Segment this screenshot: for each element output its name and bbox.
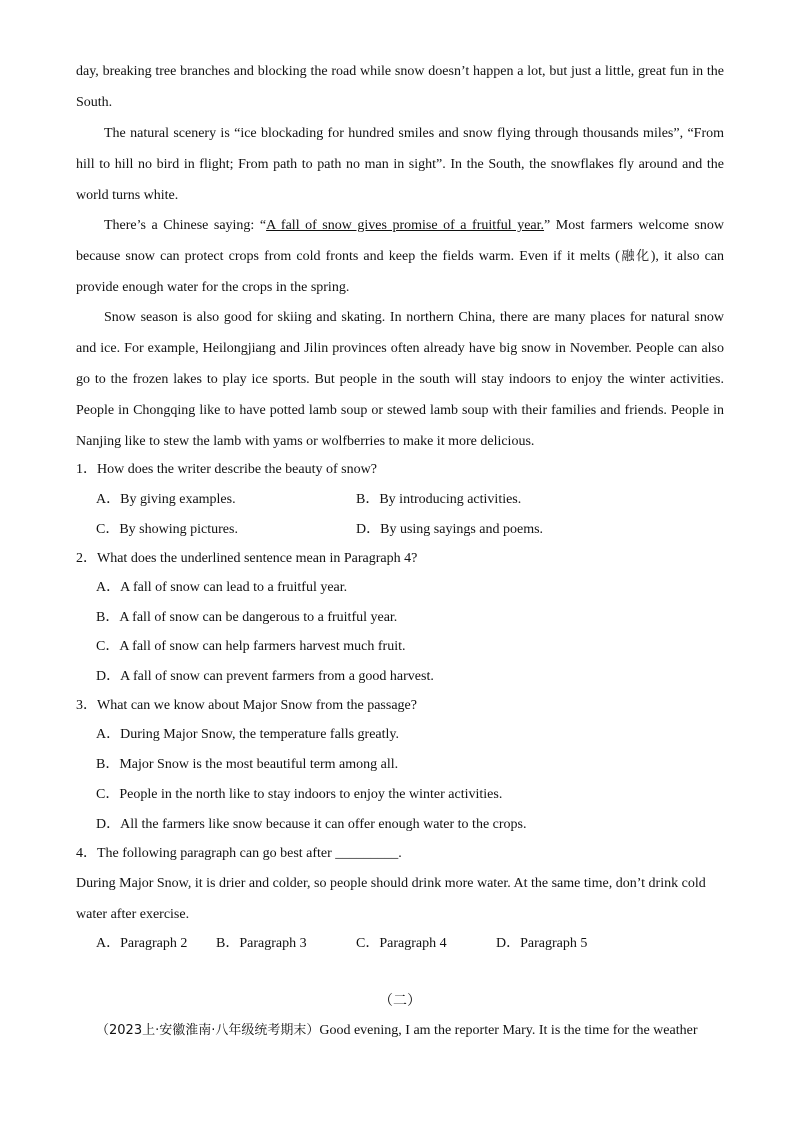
- question-2-option-c: C．A fall of snow can help farmers harvest much fruit.: [96, 639, 406, 654]
- question-4-stem: 4．The following paragraph can go best after _________.: [76, 846, 402, 861]
- underlined-sentence: A fall of snow gives promise of a fruitful year.: [266, 218, 545, 233]
- question-4-text-line-1: During Major Snow, it is drier and colder, so people should drink more water. At the same time, don’t drink cold: [76, 876, 706, 891]
- paragraph-text: The natural scenery is “ice blockading for hundred smiles and snow flying through thousands miles”, “From hill to hill no bird in flight; From path to path no man in sight”. In the South, the snowflakes fly around and the world turns white.: [76, 126, 724, 203]
- question-1-option-a: A．By giving examples.: [96, 492, 236, 507]
- question-2-option-a: A．A fall of snow can lead to a fruitful year.: [96, 580, 348, 595]
- paragraph-text: There’s a Chinese saying: “: [104, 218, 267, 233]
- paragraph-4: [76, 302, 724, 457]
- question-2-option-b: B．A fall of snow can be dangerous to a fruitful year.: [96, 610, 398, 625]
- question-1-option-d: D．By using sayings and poems.: [356, 522, 544, 537]
- section-intro: Good evening, I am the reporter Mary. It is the time for the weather: [319, 1023, 698, 1038]
- paragraph-1-end: [76, 56, 724, 118]
- question-3-option-b: B．Major Snow is the most beautiful term among all.: [96, 757, 399, 772]
- question-4-option-d: D．Paragraph 5: [496, 936, 588, 951]
- paragraph-3: [76, 210, 724, 303]
- question-4-text-line-2: water after exercise.: [76, 907, 190, 922]
- section-heading: （二）: [379, 993, 421, 1009]
- question-4-option-c: C．Paragraph 4: [356, 936, 447, 951]
- question-3-option-d: D．All the farmers like snow because it can offer enough water to the crops.: [96, 817, 527, 832]
- section-intro-line: [96, 1021, 697, 1041]
- closing-quote: ”: [544, 218, 551, 233]
- paragraph-text: day, breaking tree branches and blocking the road while snow doesn’t happen a lot, but just a little, great fun in the South.: [76, 64, 724, 110]
- paragraph-text: Snow season is also good for skiing and skating. In northern China, there are many places for natural snow and ice. For example, Heilongjiang and Jilin provinces often already have big snow in November. People can also go to the frozen lakes to play ice sports. But people in the south will stay indoors to enjoy the winter activities. People in Chongqing like to have potted lamb soup or stewed lamb soup with their families and friends. People in Nanjing like to stew the lamb with yams or wolfberries to make it more delicious.: [76, 310, 724, 449]
- paragraph-text: Most farmers welcome snow because snow can protect crops from cold fronts and keep the fields warm. Even if it melts (: [76, 218, 724, 264]
- chinese-gloss: 融化: [619, 249, 651, 264]
- paragraph-text: ), it also can provide enough water for the crops in the spring.: [76, 249, 725, 295]
- question-1-option-c: C．By showing pictures.: [96, 522, 238, 537]
- question-2-stem: 2．What does the underlined sentence mean in Paragraph 4?: [76, 551, 418, 566]
- question-4-option-a: A．Paragraph 2: [96, 936, 188, 951]
- question-2-option-d: D．A fall of snow can prevent farmers from a good harvest.: [96, 669, 434, 684]
- question-3-stem: 3．What can we know about Major Snow from the passage?: [76, 698, 417, 713]
- question-3-option-c: C．People in the north like to stay indoors to enjoy the winter activities.: [96, 787, 503, 802]
- paragraph-2: [76, 118, 724, 211]
- question-3-option-a: A．During Major Snow, the temperature falls greatly.: [96, 727, 399, 742]
- question-4-option-b: B．Paragraph 3: [216, 936, 307, 951]
- source-note: （2023上·安徽淮南·八年级统考期末）: [96, 1023, 320, 1038]
- question-1-option-b: B．By introducing activities.: [356, 492, 522, 507]
- question-1-stem: 1．How does the writer describe the beauty of snow?: [76, 462, 377, 477]
